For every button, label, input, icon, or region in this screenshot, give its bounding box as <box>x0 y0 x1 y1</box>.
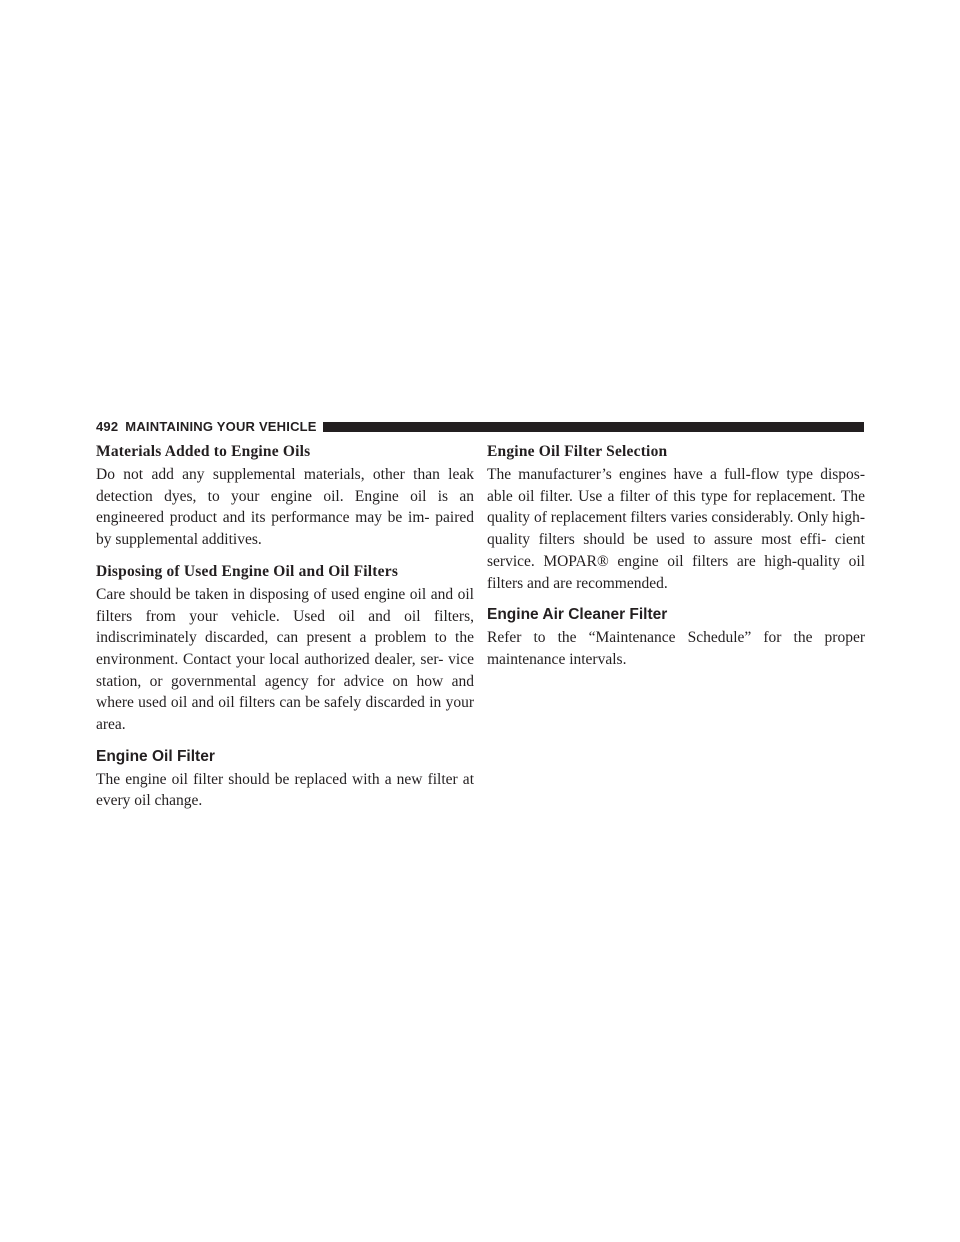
section-title: MAINTAINING YOUR VEHICLE <box>125 419 317 434</box>
section-air-cleaner-filter <box>487 604 865 670</box>
section-body: Refer to the “Maintenance Schedule” for the proper maintenance intervals. <box>487 629 865 668</box>
page-header <box>96 418 864 435</box>
section-materials-added <box>96 441 474 551</box>
left-column <box>96 441 474 822</box>
section-heading: Engine Oil Filter <box>96 747 215 765</box>
section-body: The engine oil filter should be replaced with a new filter at every oil change. <box>96 770 474 810</box>
header-rule-bar <box>323 422 864 432</box>
section-oil-filter-selection <box>487 441 865 594</box>
section-body: Care should be taken in disposing of used engine oil and oil filters from your vehicle. Used oil and oil filters, indiscriminately discarded, can present a problem to the environment. Contact your local authorized dealer, ser- vice station, or governmental agency for advice on how and where used oil and oil filters can be safely discarded in your area. <box>96 585 474 734</box>
page-number: 492 <box>96 419 119 434</box>
section-disposing-used-oil <box>96 561 474 736</box>
section-body: The manufacturer’s engines have a full-flow type dispos- able oil filter. Use a filter of this type for replacement. The quality of replacement filters varies considerably. Only high-quality filters should be used to assure most effi- cient service. MOPAR® engine oil filters are high-quality oil filters and are recommended. <box>487 466 865 592</box>
section-heading: Materials Added to Engine Oils <box>96 443 311 460</box>
right-column <box>487 441 865 681</box>
section-engine-oil-filter <box>96 746 474 812</box>
section-body: Do not add any supplemental materials, other than leak detection dyes, to your engine oil. Engine oil is an engineered product and its performance may be im- paired by supplemental additives. <box>96 466 474 549</box>
section-heading: Engine Air Cleaner Filter <box>487 606 668 624</box>
section-heading: Disposing of Used Engine Oil and Oil Filters <box>96 562 399 580</box>
section-heading: Engine Oil Filter Selection <box>487 443 668 460</box>
